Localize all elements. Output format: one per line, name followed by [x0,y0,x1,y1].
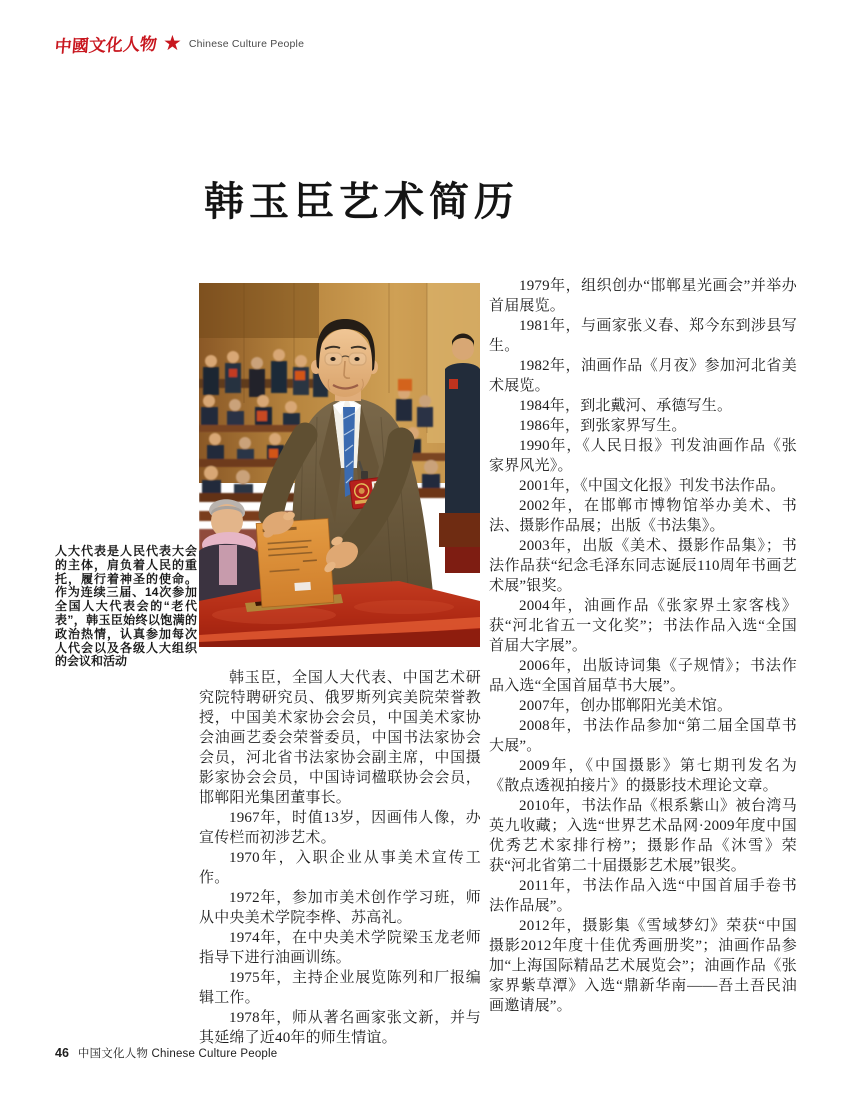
timeline-entry: 2006年，出版诗词集《子规情》；书法作品入选“全国首届草书大展”。 [489,658,797,694]
timeline-entry: 1990年，《人民日报》刊发油画作品《张家界风光》。 [489,438,797,474]
timeline-entry: 2001年，《中国文化报》刊发书法作品。 [519,478,786,494]
voting-photo-illustration [199,283,480,647]
timeline-entry: 2007年，创办邯郸阳光美术馆。 [519,698,733,714]
timeline-entry: 2008年，书法作品参加“第二届全国草书大展”。 [489,718,797,754]
timeline-entry: 1979年，组织创办“邯郸星光画会”并举办首届展览。 [489,278,797,314]
timeline-entry: 1974年，在中央美术学院梁玉龙老师指导下进行油画训练。 [199,930,481,966]
masthead [55,31,304,56]
page-title: 韩玉臣艺术简历 [204,179,519,224]
timeline-entry: 1981年，与画家张义春、郑今东到涉县写生。 [489,318,797,354]
timeline-entry: 2010年，书法作品《根系紫山》被台湾马英九收藏；入选“世界艺术品网·2009年度中国优秀艺术家排行榜”；摄影作品《沐雪》荣获“河北省第二十届摄影艺术展”银奖。 [489,798,797,874]
timeline-entry: 1982年，油画作品《月夜》参加河北省美术展览。 [489,358,797,394]
bio-column-right [489,276,797,1016]
bio-paragraph: 韩玉臣，全国人大代表、中国艺术研究院特聘研究员、俄罗斯列宾美院荣誉教授，中国美术家协会会员，中国美术家协会油画艺委会荣誉委员，中国书法家协会会员，河北省书法家协会副主席，中国摄影家协会会员，中国诗词楹联协会会员，邯郸阳光集团董事长。 [199,670,481,806]
timeline-entry: 2011年，书法作品入选“中国首届手卷书法作品展”。 [489,878,797,914]
timeline-entry: 1986年，到张家界写生。 [519,418,687,434]
voting-photo [199,283,480,647]
photo-caption: 人大代表是人民代表大会的主体，肩负着人民的重托，履行着神圣的使命。作为连续三届、14次参加全国人大代表会的“老代表”，韩玉臣始终以饱满的政治热情，认真参加每次人代会以及各级人大组织的会议和活动 [55,544,197,669]
timeline-entry: 2004年，油画作品《张家界土家客栈》获“河北省五一文化奖”；书法作品入选“全国首届大字展”。 [489,598,797,654]
brand-subtitle: Chinese Culture People [188,37,305,50]
footer-text: 中国文化人物 Chinese Culture People [77,1048,278,1060]
timeline-entry: 2002年，在邯郸市博物馆举办美术、书法、摄影作品展；出版《书法集》。 [489,498,797,534]
timeline-entry: 1972年，参加市美术创作学习班，师从中央美术学院李桦、苏高礼。 [199,890,481,926]
page-number: 46 [55,1046,69,1060]
timeline-entry: 2009年，《中国摄影》第七期刊发名为《散点透视拍接片》的摄影技术理论文章。 [489,758,797,794]
bio-column-left [199,668,481,1048]
timeline-entry: 1975年，主持企业展览陈列和厂报编辑工作。 [199,970,481,1006]
timeline-entry: 1970年，入职企业从事美术宣传工作。 [199,850,481,886]
brand-logo: 中國文化人物 [53,34,158,58]
timeline-entry: 1984年，到北戴河、承德写生。 [519,398,733,414]
page-footer [55,1045,277,1061]
red-star-icon: ★ [163,31,182,55]
timeline-entry: 2012年，摄影集《雪域梦幻》荣获“中国摄影2012年度十佳优秀画册奖”；油画作品参加“上海国际精品艺术展览会”；油画作品《张家界紫草潭》入选“鼎新华南——吾土吾民油画邀请展”。 [489,918,797,1014]
timeline-entry: 2003年，出版《美术、摄影作品集》；书法作品获“纪念毛泽东同志诞辰110周年书画艺术展”银奖。 [489,538,797,594]
timeline-entry: 1967年，时值13岁，因画伟人像，办宣传栏而初涉艺术。 [199,810,481,846]
timeline-entry: 1978年，师从著名画家张文新，并与其延绵了近40年的师生情谊。 [199,1010,481,1046]
